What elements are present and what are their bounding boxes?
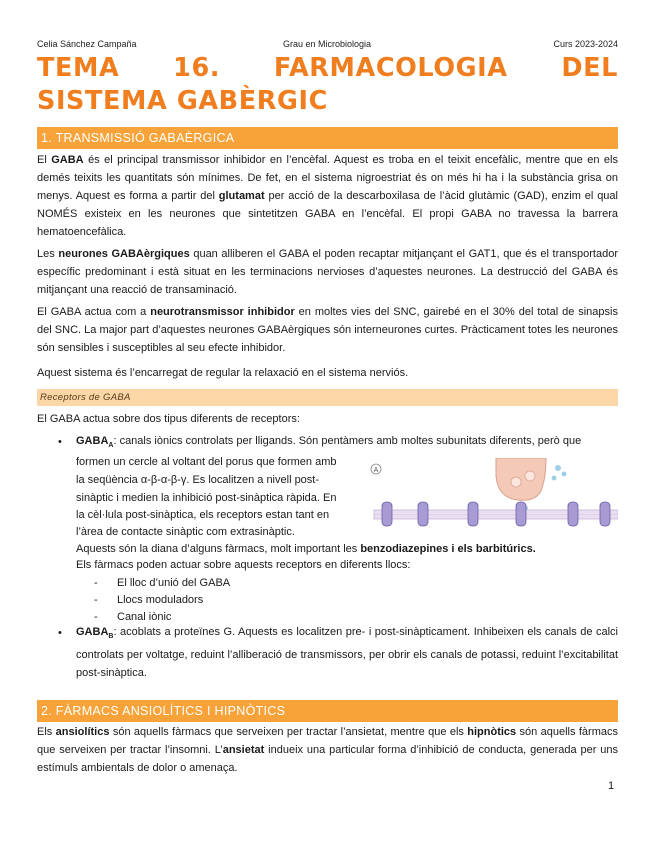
gaba-a-receptor [600,502,610,526]
presynaptic-terminal [496,458,546,500]
header-author: Celia Sánchez Campaña [37,39,137,49]
header-course: Curs 2023-2024 [553,39,618,49]
bullet-dot: • [58,436,62,448]
paragraph-receptor-types: El GABA actua sobre dos tipus diferents de receptors: [37,413,300,425]
gaba-a-line6: l’àrea de contacte sinàptic com extrasinàptic. [76,526,295,538]
site-list-item: - [94,611,98,623]
figure-label-text: A [373,467,379,474]
gaba-a-line2: formen un cercle al voltant del porus que formen amb [76,456,337,468]
gaba-molecule [552,476,557,481]
vesicle [525,471,535,481]
gaba-a-receptor [568,502,578,526]
gaba-molecule [562,472,567,477]
paragraph-gabaergic-neurons: Les neurones GABAèrgiques quan alliberen el GABA el poden recaptar mitjançant el GAT1, que és el transportador específic predominant i està situat en les terminacions nervioses d’aquestes neurones. La destrucció del GABA és mitjançant una reacció de transaminació. [37,248,618,296]
gaba-a-line4: sinàptic i medien la inhibició post-sinàptica ràpida. En [76,492,337,504]
gaba-a-line5: la cèl·lula post-sinàptica, els receptors estan tant en [76,509,330,521]
site-ion-channel: Canal iònic [117,611,172,623]
header-degree: Grau en Microbiologia [283,39,372,49]
section-heading-farmacs: 2. FÀRMACS ANSIOLÍTICS I HIPNÒTICS [37,700,618,722]
subsection-heading-receptors: Receptors de GABA [37,389,618,406]
gaba-b-text: $GABA_B$: acoblats a proteïnes G. Aquests es localitzen pre- i post-sinàpticament. Inhibeixen els canals de calci controlats per voltatge, reduint l’alliberació de transmissors, per obrir els canals de potassi, reduint l’excitabilitat post-sinàptica. [76,626,618,680]
gaba-a-receptor [382,502,392,526]
gaba-a-receptor [516,502,526,526]
paragraph-gaba-intro: El GABA és el principal transmissor inhibidor en l’encèfal. Aquest es troba en el teixit encefàlic, mentre que en els demés teixits les quantitats són mínimes. De fet, en el sistema nigroestriat és on més hi ha i la substància grisa on menys. Aquest es forma a partir del glutamat per acció de la descarboxilasa de l’àcid glutàmic (GAD), enzim el qual NOMÉS existeix en les neurones que sintetitzen GABA en l’encèfal. El propi GABA no travessa la barrera hematoencefàlica. [37,154,618,238]
bullet-dot: • [58,627,62,639]
section-heading-transmissio: 1. TRANSMISSIÓ GABAÈRGICA [37,127,618,149]
gaba-a-line3: la seqüència α-β-α-β-γ. Es localitzen a nivell post- [76,474,320,486]
page-title: TEMA 16. FARMACOLOGIA DEL SISTEMA GABÈRGIC [37,53,618,116]
paragraph-relaxation: Aquest sistema és l’encarregat de regular la relaxació en el sistema nerviós. [37,367,409,379]
site-modulators: Llocs moduladors [117,594,204,606]
paragraph-anxiolytics: Els ansiolítics són aquells fàrmacs que serveixen per tractar l’ansietat, mentre que els hipnòtics són aquells fàrmacs que serveixen per tractar l’insomni. L’ansietat indueix una particular forma d’inhibició de conducta, generada per uns estímuls ambientals de dolor o amenaça. [37,726,618,774]
site-list-item: - [94,577,98,589]
gaba-molecule [555,465,561,471]
gaba-a-line1: $GABA_A$: canals iònics controlats per lligands. Són pentàmers amb moltes subunitats diferents, però que [76,435,582,450]
vesicle [511,477,521,487]
site-gaba-binding: El lloc d’unió del GABA [117,577,231,589]
gaba-a-line8: Els fàrmacs poden actuar sobre aquests receptors en diferents llocs: [76,559,411,571]
synapse-figure [368,458,618,538]
gaba-a-receptor [468,502,478,526]
paragraph-inhibitory: El GABA actua com a neurotransmissor inhibidor en moltes vies del SNC, gairebé en el 30% del total de sinapsis del SNC. La major part d’aquestes neurones GABAèrgiques són interneurones curtes. Pràcticament totes les neurones són sensibles i susceptibles al seu efecte inhibidor. [37,306,618,354]
page-number: 1 [608,780,615,792]
gaba-a-line7: Aquests són la diana d’alguns fàrmacs, molt important les benzodiazepines i els barbitúrics. [76,543,536,555]
site-list-item: - [94,594,98,606]
gaba-a-receptor [418,502,428,526]
